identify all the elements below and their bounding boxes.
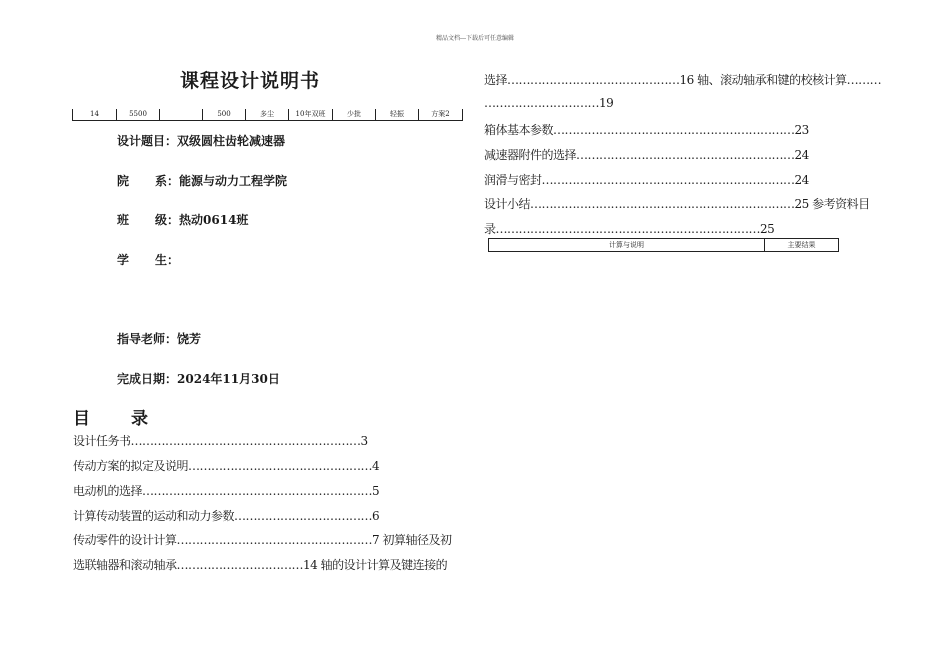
advisor-line: [117, 330, 201, 347]
document-title: 课程设计说明书: [179, 70, 320, 92]
toc-entry-text: 设计小结……………………………………………………………25 参考资料目: [484, 197, 870, 211]
header-watermark: 精品文档---下载后可任意编辑: [435, 35, 515, 42]
toc-entry: [484, 96, 613, 110]
class-label-a: 班: [117, 213, 130, 227]
results-table-header: [488, 238, 839, 252]
toc-entry-text: 设计任务书……………………………………………………3: [73, 434, 368, 448]
design-topic-value: 双级圆柱齿轮减速器: [177, 134, 286, 148]
toc-entry: [73, 482, 379, 499]
toc-entry-text: 传动零件的设计计算……………………………………………7 初算轴径及初: [73, 533, 452, 547]
design-topic-label: 设计题目：: [117, 134, 178, 148]
toc-entry: [73, 507, 379, 524]
toc-entry-text: 选联轴器和滚动轴承……………………………14 轴的设计计算及键连接的: [73, 558, 448, 572]
department-label-b: 系：: [155, 174, 180, 188]
department-line: [117, 172, 287, 189]
param-cell: 轻振: [376, 109, 419, 121]
results-col-calc: 计算与说明: [489, 239, 765, 252]
toc-entry: [484, 195, 870, 212]
department-value: 能源与动力工程学院: [179, 174, 288, 188]
student-line: [117, 251, 179, 268]
completion-date-label: 完成日期：: [117, 372, 178, 386]
design-topic-line: [117, 132, 285, 149]
class-label-b: 级：: [155, 213, 180, 227]
toc-entry-text: 电动机的选择……………………………………………………5: [73, 484, 380, 498]
toc-entry-text: 录……………………………………………………………25: [484, 222, 775, 236]
param-cell: 500: [203, 109, 246, 121]
toc-entry-text: 减速器附件的选择…………………………………………………24: [484, 148, 809, 162]
toc-entry: [73, 432, 368, 449]
toc-entry-text: 传动方案的拟定及说明…………………………………………4: [73, 459, 380, 473]
toc-entry: [484, 121, 809, 138]
parameters-row: [73, 109, 463, 121]
toc-entry-text: 箱体基本参数………………………………………………………23: [484, 123, 809, 137]
completion-date-line: [117, 370, 280, 387]
toc-entry-text: 计算传动装置的运动和动力参数………………………………6: [73, 509, 380, 523]
param-cell: 方案2: [419, 109, 463, 121]
student-label-a: 学: [117, 253, 130, 267]
toc-entry: [484, 71, 881, 88]
toc-entry-text: 选择………………………………………16 轴、滚动轴承和键的校核计算………: [484, 73, 882, 87]
param-cell: 10年双班: [289, 109, 333, 121]
toc-heading: [73, 404, 148, 429]
toc-entry: [73, 556, 447, 573]
toc-entry: [73, 457, 379, 474]
completion-date-value: 2024年11月30日: [177, 372, 280, 386]
toc-entry: [484, 146, 809, 163]
toc-entry: [484, 220, 774, 237]
class-line: [117, 211, 248, 228]
advisor-label: 指导老师：: [117, 332, 178, 346]
toc-entry-text: …………………………19: [484, 96, 614, 110]
advisor-value: 饶芳: [177, 332, 202, 346]
class-value: 热动0614班: [179, 213, 249, 227]
toc-heading-b: 录: [131, 409, 148, 429]
toc-entry: [484, 171, 809, 188]
param-cell: 5500: [117, 109, 160, 121]
param-cell: [160, 109, 203, 121]
param-cell: 少批: [333, 109, 376, 121]
toc-heading-a: 目: [73, 409, 90, 429]
param-cell: 多尘: [246, 109, 289, 121]
student-label-b: 生：: [155, 253, 180, 267]
param-cell: 14: [73, 109, 117, 121]
toc-entry: [73, 531, 451, 548]
department-label-a: 院: [117, 174, 130, 188]
results-header-row: [489, 239, 839, 252]
parameters-table: [72, 109, 463, 121]
toc-entry-text: 润滑与密封…………………………………………………………24: [484, 173, 809, 187]
results-col-main: 主要结果: [765, 239, 839, 252]
